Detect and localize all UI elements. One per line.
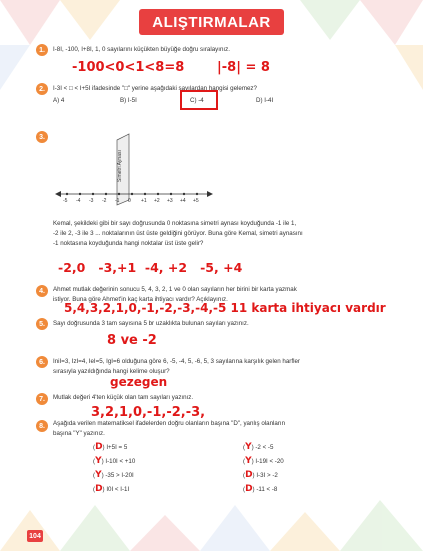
tf-expression: -35 > I-20I: [105, 472, 134, 479]
page-title: ALIŞTIRMALAR: [152, 13, 271, 31]
tf-item: (Y) I-19I < -20: [243, 456, 284, 466]
tf-item: (D) -11 < -8: [243, 484, 278, 494]
handwritten-answer: -100<0<1<8=8: [72, 60, 185, 75]
tf-item: (D) I-3I > -2: [243, 470, 278, 480]
number-line-ticks: [55, 198, 215, 206]
option-c: C) -4: [190, 97, 204, 104]
tf-item: (D) I+5I = 5: [93, 442, 128, 452]
handwritten-answer: gezegen: [110, 375, 168, 389]
question-text: sırasıyla yazıldığında hangi kelime oluşur?: [53, 368, 170, 375]
tf-expression: I-3I > -2: [256, 472, 278, 479]
tf-item: (D) I0I < I-1I: [93, 484, 130, 494]
tf-item: (Y) I-10I < +10: [93, 456, 136, 466]
tick-label: -2: [102, 198, 107, 204]
answer-mark: Y: [95, 456, 102, 466]
handwritten-answer: 3,2,1,0,-1,-2,-3,: [91, 405, 206, 420]
tick-label: -5: [63, 198, 68, 204]
mirror-label: Simetri Aynası: [117, 150, 123, 182]
tick-label: -3: [89, 198, 94, 204]
page-number: 104: [27, 530, 43, 542]
question-text: istiyor. Buna göre Ahmet'in kaç karta ihtiyacı vardır? Açıklayınız.: [53, 296, 228, 303]
question-number: 5.: [36, 318, 48, 330]
answer-mark: Y: [245, 456, 252, 466]
tf-expression: I-10I < +10: [105, 458, 136, 465]
answer-mark: D: [95, 442, 103, 452]
tf-item: (Y) -35 > I-20I: [93, 470, 134, 480]
question-text: IniI=3, IzI=4, IeI=5, IgI=6 olduğuna göre 6, -5, -4, 5, -6, 5, 3 sayılarına karşılık gelen harfler: [53, 358, 300, 365]
question-text: Aşağıda verilen matematiksel ifadelerden doğru olanların başına "D", yanlış olanların: [53, 420, 286, 427]
question-number: 2.: [36, 83, 48, 95]
tf-expression: I+5I = 5: [106, 444, 128, 451]
option-a: A) 4: [53, 97, 65, 104]
answer-mark: Y: [245, 442, 252, 452]
question-number: 7.: [36, 393, 48, 405]
option-d: D) I-4I: [256, 97, 274, 104]
page-title-banner: [139, 9, 284, 35]
question-text: I-8I, -100, I+8I, 1, 0 sayılarını küçükten büyüğe doğru sıralayınız.: [53, 46, 230, 53]
answer-mark: D: [95, 484, 103, 494]
option-b: B) I-5I: [120, 97, 137, 104]
tf-expression: -2 < -5: [255, 444, 274, 451]
tick-label: +3: [167, 198, 173, 204]
tick-label: -4: [76, 198, 81, 204]
answer-highlight-box: [180, 90, 218, 110]
handwritten-answer: |-8| = 8: [217, 60, 270, 75]
tick-label: +5: [193, 198, 199, 204]
handwritten-answer: 8 ve -2: [107, 333, 157, 348]
tick-label: +1: [141, 198, 147, 204]
question-text: Mutlak değeri 4'ten küçük olan tam sayıları yazınız.: [53, 394, 194, 401]
answer-mark: Y: [95, 470, 102, 480]
question-number: 8.: [36, 420, 48, 432]
tf-expression: I0I < I-1I: [106, 486, 130, 493]
question-number: 1.: [36, 44, 48, 56]
handwritten-answer: -2,0 -3,+1 -4, +2 -5, +4: [58, 260, 243, 275]
tf-item: (Y) -2 < -5: [243, 442, 274, 452]
question-text: Kemal, şekildeki gibi bir sayı doğrusunda 0 noktasına simetri aynası koyduğunda -1 ile 1,: [53, 220, 297, 227]
tick-label: +2: [154, 198, 160, 204]
tick-label: +4: [180, 198, 186, 204]
question-number: 3.: [36, 131, 48, 143]
question-text: -2 ile 2, -3 ile 3 ... noktalarının üst üste geldiğini görüyor. Buna göre Kemal, simetri aynasını: [53, 230, 303, 237]
question-text: başına "Y" yazınız.: [53, 430, 105, 437]
question-text: Ahmet mutlak değerinin sonucu 5, 4, 3, 2, 1 ve 0 olan sayıların her birini bir karta yazmak: [53, 286, 297, 293]
answer-mark: D: [245, 470, 253, 480]
question-number: 4.: [36, 285, 48, 297]
tf-expression: I-19I < -20: [255, 458, 284, 465]
question-text: Sayı doğrusunda 3 tam sayısına 5 br uzaklıkta bulunan sayıları yazınız.: [53, 320, 249, 327]
question-text: I-3I < □ < I+5I ifadesinde "□" yerine aşağıdaki sayılardan hangisi gelemez?: [53, 85, 257, 92]
question-text: -1 noktasına koyduğunda hangi noktalar üst üste gelir?: [53, 240, 204, 247]
answer-mark: D: [245, 484, 253, 494]
question-number: 6.: [36, 356, 48, 368]
tick-label: 0: [128, 198, 131, 204]
tick-label: -1: [115, 198, 120, 204]
tf-expression: -11 < -8: [256, 486, 278, 493]
handwritten-answer: 5,4,3,2,1,0,-1,-2,-3,-4,-5 11 karta ihtiyacı vardır: [64, 301, 386, 315]
